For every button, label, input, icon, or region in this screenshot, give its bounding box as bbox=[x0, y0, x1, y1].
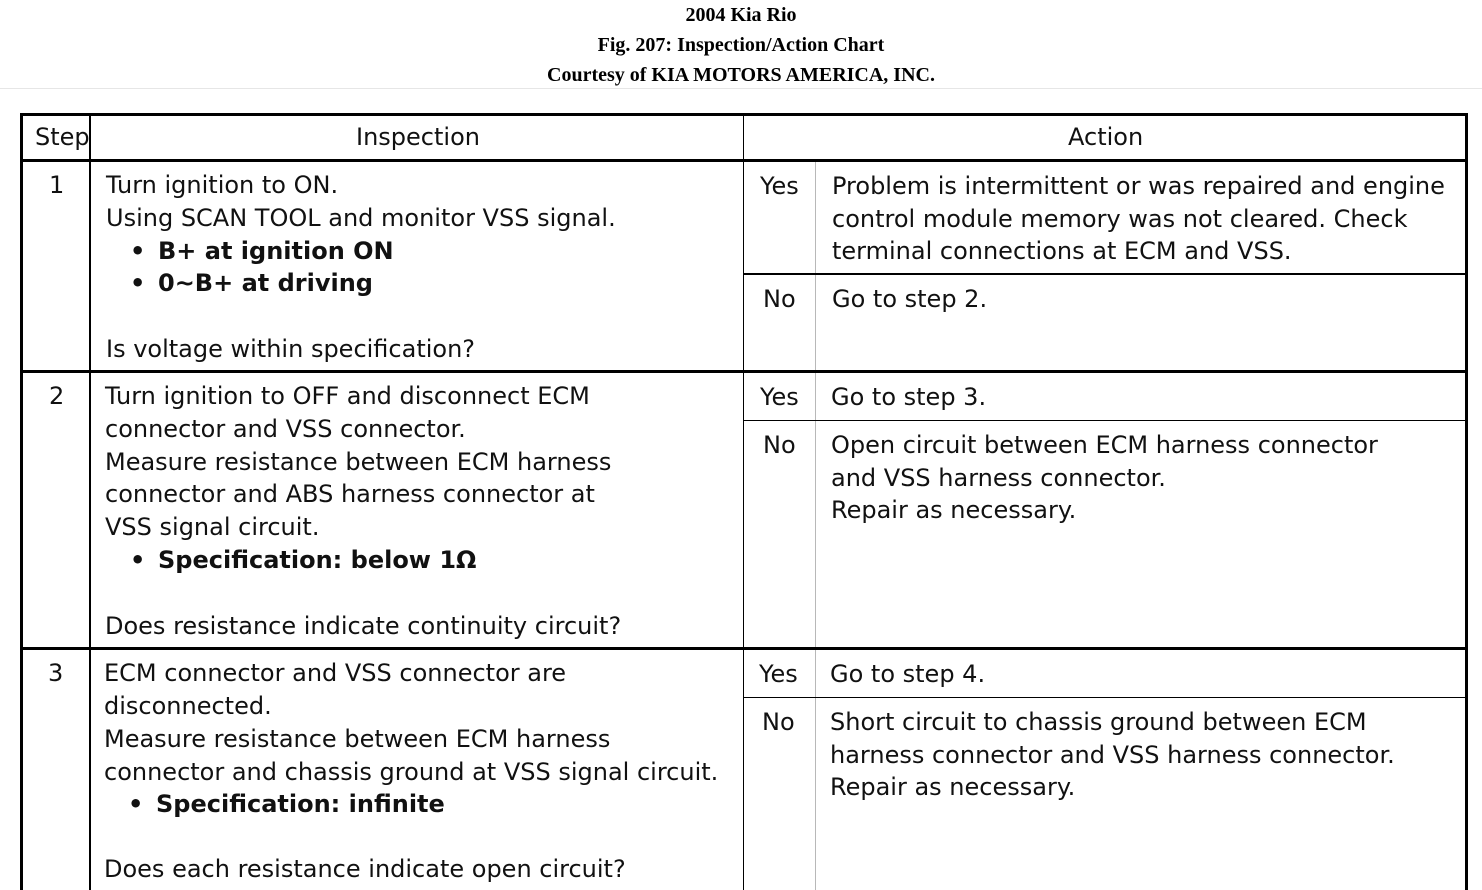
no-action-line: Repair as necessary. bbox=[830, 773, 1076, 801]
no-label: No bbox=[763, 431, 796, 459]
step-number: 2 bbox=[49, 382, 65, 410]
step-number: 3 bbox=[48, 659, 64, 687]
header-action: Action bbox=[1068, 123, 1144, 151]
inspection-question: Does resistance indicate continuity circuit? bbox=[105, 612, 622, 640]
header-bottom-border bbox=[20, 159, 1468, 162]
bullet-icon: • bbox=[130, 269, 146, 297]
inspection-question: Is voltage within specification? bbox=[106, 335, 476, 363]
inspection-question: Does each resistance indicate open circuit? bbox=[104, 855, 626, 883]
spec-bullet bbox=[130, 267, 373, 300]
row1-bottom-border bbox=[20, 370, 1468, 373]
inspection-line: Measure resistance between ECM harness bbox=[105, 448, 612, 476]
table-left-border bbox=[20, 113, 23, 890]
inspection-line: Using SCAN TOOL and monitor VSS signal. bbox=[106, 204, 616, 232]
yesno-column-divider bbox=[815, 162, 816, 890]
spec-bullet bbox=[130, 544, 476, 577]
courtesy-line: Courtesy of KIA MOTORS AMERICA, INC. bbox=[547, 64, 935, 86]
inspection-line: connector and ABS harness connector at bbox=[105, 480, 595, 508]
no-action-line: Open circuit between ECM harness connector bbox=[831, 431, 1378, 459]
table-right-border bbox=[1465, 113, 1468, 890]
yes-label: Yes bbox=[760, 383, 799, 411]
yes-action-line: Go to step 3. bbox=[831, 383, 987, 411]
table-top-border bbox=[20, 113, 1468, 116]
inspection-line: Turn ignition to OFF and disconnect ECM bbox=[105, 382, 590, 410]
inspection-line: Measure resistance between ECM harness bbox=[104, 725, 611, 753]
vehicle-title: 2004 Kia Rio bbox=[685, 4, 797, 26]
row2-bottom-border bbox=[20, 647, 1468, 650]
inspection-line: Turn ignition to ON. bbox=[106, 171, 339, 199]
inspection-line: connector and VSS connector. bbox=[105, 415, 466, 443]
bullet-icon: • bbox=[130, 546, 146, 574]
yes-action-line: Problem is intermittent or was repaired and engine bbox=[832, 172, 1445, 200]
no-action-line: Go to step 2. bbox=[832, 285, 988, 313]
spec-text: 0~B+ at driving bbox=[158, 269, 373, 297]
header-inspection: Inspection bbox=[356, 123, 480, 151]
yes-action-line: control module memory was not cleared. Check bbox=[832, 205, 1408, 233]
yes-label: Yes bbox=[760, 172, 799, 200]
step-column-divider bbox=[89, 113, 91, 890]
no-action-line: and VSS harness connector. bbox=[831, 464, 1166, 492]
inspection-line: disconnected. bbox=[104, 692, 272, 720]
inspection-line: VSS signal circuit. bbox=[105, 513, 320, 541]
spec-bullet bbox=[130, 235, 394, 268]
yes-action-line: terminal connections at ECM and VSS. bbox=[832, 237, 1292, 265]
no-action-line: Repair as necessary. bbox=[831, 496, 1077, 524]
spec-bullet bbox=[128, 788, 445, 821]
header-step: Step bbox=[35, 123, 90, 151]
spec-text: B+ at ignition ON bbox=[158, 237, 394, 265]
yes-action-line: Go to step 4. bbox=[830, 660, 986, 688]
spec-text: Specification: below 1Ω bbox=[158, 546, 477, 574]
no-action-line: harness connector and VSS harness connector. bbox=[830, 741, 1395, 769]
row2-yes-no-divider bbox=[743, 420, 1468, 421]
inspection-line: connector and chassis ground at VSS signal circuit. bbox=[104, 758, 719, 786]
bullet-icon: • bbox=[128, 790, 144, 818]
bullet-icon: • bbox=[130, 237, 146, 265]
figure-title: Fig. 207: Inspection/Action Chart bbox=[597, 34, 885, 56]
row3-yes-no-divider bbox=[743, 697, 1468, 698]
inspection-column-divider bbox=[743, 113, 744, 890]
no-label: No bbox=[763, 285, 796, 313]
yes-label: Yes bbox=[759, 660, 798, 688]
inspection-line: ECM connector and VSS connector are bbox=[104, 659, 567, 687]
no-action-line: Short circuit to chassis ground between ECM bbox=[830, 708, 1367, 736]
step-number: 1 bbox=[49, 171, 65, 199]
spec-text: Specification: infinite bbox=[156, 790, 445, 818]
row1-yes-no-divider bbox=[743, 273, 1468, 275]
no-label: No bbox=[762, 708, 795, 736]
